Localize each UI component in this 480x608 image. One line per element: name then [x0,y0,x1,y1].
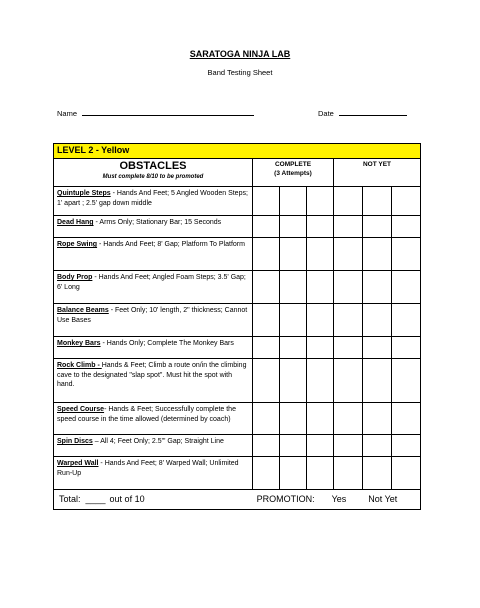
obstacle-name: Spin Discs [57,438,93,445]
not-yet-box[interactable] [363,337,392,359]
not-yet-header: NOT YET [334,159,421,187]
complete-box[interactable] [253,403,280,435]
obstacle-name: Body Prop [57,274,93,281]
total-label: Total: [59,493,81,504]
complete-box[interactable] [253,238,280,271]
complete-box[interactable] [253,337,280,359]
not-yet-box[interactable] [363,435,392,457]
not-yet-box[interactable] [334,216,363,238]
obstacle-row [54,304,421,337]
complete-header-cell [253,159,334,187]
complete-box[interactable] [280,271,307,304]
complete-box[interactable] [280,187,307,216]
promotion-not-yet[interactable]: Not Yet [368,493,398,504]
complete-box[interactable] [280,337,307,359]
obstacle-description [54,403,253,435]
obstacle-row [54,216,421,238]
obstacle-description [54,304,253,337]
complete-box[interactable] [307,457,334,490]
not-yet-box[interactable] [392,271,421,304]
not-yet-box[interactable] [392,187,421,216]
complete-box[interactable] [307,337,334,359]
not-yet-box[interactable] [363,457,392,490]
not-yet-box[interactable] [363,403,392,435]
obstacle-details: - Hands Only; Complete The Monkey Bars [100,340,234,347]
level-row [54,144,421,159]
obstacle-row [54,271,421,304]
complete-box[interactable] [253,271,280,304]
obstacle-details: – All 4; Feet Only; 2.5"' Gap; Straight Line [92,438,224,445]
not-yet-box[interactable] [334,337,363,359]
date-field[interactable] [318,108,407,118]
promotion-label: PROMOTION: [256,493,315,504]
obstacle-description [54,271,253,304]
not-yet-box[interactable] [334,435,363,457]
obstacle-details: - Hands & Feet; Successfully complete the speed course in the time allowed (determined by coach) [57,406,236,423]
complete-box[interactable] [253,435,280,457]
not-yet-box[interactable] [363,216,392,238]
header-row [54,159,421,187]
obstacles-note: Must complete 8/10 to be promoted [102,174,204,180]
complete-box[interactable] [280,435,307,457]
obstacle-row [54,337,421,359]
complete-box[interactable] [280,304,307,337]
complete-box[interactable] [253,187,280,216]
obstacle-row [54,238,421,271]
total-blank[interactable]: ____ [85,493,106,504]
obstacle-details: - Hands And Feet; 8' Gap; Platform To Platform [97,241,245,248]
obstacle-name: Balance Beams [57,307,109,314]
not-yet-box[interactable] [363,238,392,271]
obstacle-description [54,337,253,359]
not-yet-box[interactable] [392,337,421,359]
obstacle-row [54,403,421,435]
not-yet-box[interactable] [392,359,421,403]
not-yet-box[interactable] [334,304,363,337]
complete-box[interactable] [307,187,334,216]
not-yet-box[interactable] [334,359,363,403]
name-field[interactable] [57,108,254,118]
complete-box[interactable] [280,359,307,403]
obstacle-name: Quintuple Steps [57,190,111,197]
obstacle-description [54,216,253,238]
not-yet-box[interactable] [363,187,392,216]
obstacle-description [54,435,253,457]
not-yet-box[interactable] [392,304,421,337]
complete-box[interactable] [253,359,280,403]
obstacles-header-cell [54,159,253,187]
complete-box[interactable] [280,457,307,490]
complete-box[interactable] [280,403,307,435]
obstacle-details: - Hands And Feet; 8' Warped Wall; Unlimited Run-Up [57,460,239,477]
total-row [54,490,421,510]
complete-box[interactable] [280,238,307,271]
level-label: LEVEL 2 - Yellow [54,144,421,159]
not-yet-box[interactable] [363,304,392,337]
date-label: Date [318,109,334,118]
total-out-of: out of 10 [109,493,145,504]
complete-box[interactable] [253,304,280,337]
obstacle-row [54,359,421,403]
not-yet-box[interactable] [334,187,363,216]
complete-box[interactable] [307,435,334,457]
not-yet-box[interactable] [363,359,392,403]
sheet-title: SARATOGA NINJA LAB [189,49,291,59]
promotion-yes[interactable]: Yes [331,493,347,504]
obstacle-details: - Hands And Feet; Angled Foam Steps; 3.5' Gap; 6' Long [57,274,246,291]
name-label: Name [57,109,78,118]
not-yet-box[interactable] [392,238,421,271]
complete-box[interactable] [280,216,307,238]
obstacle-name: Monkey Bars [57,340,101,347]
complete-box[interactable] [307,216,334,238]
obstacle-description [54,238,253,271]
complete-box[interactable] [307,403,334,435]
obstacles-header: OBSTACLES [119,160,187,172]
not-yet-box[interactable] [363,271,392,304]
obstacle-name: Rock Climb - [57,362,102,369]
not-yet-box[interactable] [334,271,363,304]
complete-box[interactable] [253,216,280,238]
not-yet-box[interactable] [392,403,421,435]
obstacle-name: Warped Wall [57,460,99,467]
obstacle-details: Hands & Feet; Climb a route on/in the climbing cave to the designated "slap spot". Must hit the spot with hand. [57,362,247,388]
not-yet-box[interactable] [392,216,421,238]
obstacle-details: - Arms Only; Stationary Bar; 15 Seconds [93,219,222,226]
attempts-note: (3 Attempts) [274,170,312,177]
total-cell [54,490,421,510]
complete-box[interactable] [307,304,334,337]
not-yet-box[interactable] [334,238,363,271]
complete-box[interactable] [253,457,280,490]
obstacle-name: Rope Swing [57,241,98,248]
complete-header: COMPLETE [274,161,312,168]
obstacle-description [54,187,253,216]
obstacle-details: - Feet Only; 10' length, 2" thickness; Cannot Use Bases [57,307,248,324]
complete-box[interactable] [307,359,334,403]
obstacle-name: Speed Course [57,406,105,413]
name-blank-line[interactable] [82,108,254,116]
obstacle-description [54,359,253,403]
complete-box[interactable] [307,238,334,271]
obstacle-row [54,435,421,457]
not-yet-box[interactable] [334,457,363,490]
not-yet-box[interactable] [392,435,421,457]
not-yet-box[interactable] [392,457,421,490]
obstacle-description [54,457,253,490]
not-yet-box[interactable] [334,403,363,435]
date-blank-line[interactable] [339,108,407,116]
complete-box[interactable] [307,271,334,304]
obstacles-table [53,143,421,510]
obstacle-row [54,187,421,216]
obstacle-row [54,457,421,490]
obstacle-name: Dead Hang [57,219,94,226]
sheet-subtitle: Band Testing Sheet [207,68,273,77]
obstacle-details: - Hands And Feet; 5 Angled Wooden Steps; 1' apart ; 2.5' gap down middle [57,190,248,207]
